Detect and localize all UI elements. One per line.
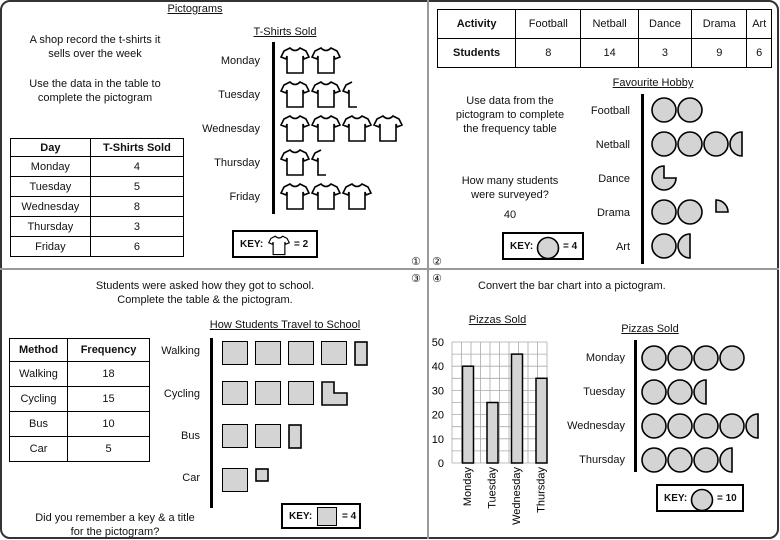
q1-intro: A shop record the t-shirts it sells over the week — [29, 34, 161, 60]
circle-icon — [676, 130, 704, 158]
circle-icon — [728, 130, 756, 158]
row-label: Bus — [181, 430, 200, 442]
square-icon — [222, 341, 248, 365]
tshirt-key — [232, 230, 318, 258]
table-cell: 3 — [638, 39, 691, 68]
activity-table — [437, 9, 772, 68]
table-cell: 4 — [90, 157, 183, 177]
pizza-key — [656, 484, 744, 512]
x-tick-label: Thursday — [535, 467, 548, 513]
key-label: KEY: — [240, 239, 264, 250]
tshirt-icon — [268, 234, 290, 256]
row-label: Drama — [596, 207, 630, 219]
y-tick-label: 40 — [431, 361, 444, 374]
row-label: Monday — [585, 352, 625, 364]
x-tick-label: Tuesday — [486, 467, 499, 509]
table-header: Students — [438, 39, 516, 68]
travel-axis — [210, 338, 213, 508]
row-label: Cycling — [163, 388, 200, 400]
table-cell: Thursday — [11, 217, 91, 237]
y-tick-label: 50 — [431, 337, 444, 349]
row-label: Art — [615, 241, 630, 253]
circle-icon — [718, 412, 746, 440]
y-tick-label: 20 — [431, 409, 444, 422]
bar — [536, 378, 547, 463]
q2-question: How many students were surveyed? — [461, 175, 559, 201]
hobby-pictogram-title: Favourite Hobby — [612, 77, 694, 89]
hobby-key — [502, 232, 584, 260]
table-cell: 6 — [90, 237, 183, 257]
square-icon — [321, 341, 347, 365]
table-cell: Art — [747, 10, 772, 39]
circle-icon — [650, 164, 678, 192]
y-tick-label: 0 — [437, 458, 444, 470]
circle-icon — [676, 96, 704, 124]
bar — [463, 366, 474, 463]
tshirt-icon — [311, 113, 341, 143]
row-label: Tuesday — [583, 386, 625, 398]
tshirt-table — [10, 138, 184, 257]
table-header: Activity — [438, 10, 516, 39]
table-cell: 10 — [68, 412, 150, 437]
table-cell: 6 — [747, 39, 772, 68]
table-header: Frequency — [68, 339, 150, 362]
quadrant-number-4: ④ — [432, 273, 442, 285]
tshirt-icon — [373, 113, 403, 143]
tshirt-icon — [342, 181, 372, 211]
table-header: T-Shirts Sold — [90, 139, 183, 157]
square-icon — [222, 468, 248, 492]
row-label: Dance — [598, 173, 630, 185]
tshirt-icon — [342, 79, 372, 109]
circle-icon — [718, 446, 746, 474]
tshirt-icon — [280, 113, 310, 143]
table-cell: 14 — [581, 39, 638, 68]
row-label: Netball — [595, 139, 630, 151]
hobby-axis — [641, 94, 644, 264]
page-title: Pictograms — [167, 3, 223, 15]
circle-icon — [718, 344, 746, 372]
tshirt-icon — [311, 45, 341, 75]
table-cell: 15 — [68, 387, 150, 412]
square-icon — [317, 507, 337, 526]
square-icon — [321, 381, 351, 409]
circle-icon — [650, 130, 678, 158]
square-icon — [255, 468, 285, 496]
q4-instruction: Convert the bar chart into a pictogram. — [478, 280, 666, 292]
tshirt-icon — [311, 147, 341, 177]
table-cell: Netball — [581, 10, 638, 39]
table-cell: Monday — [11, 157, 91, 177]
tshirt-icon — [280, 181, 310, 211]
circle-icon — [666, 412, 694, 440]
row-label: Wednesday — [202, 123, 260, 135]
key-value: = 2 — [294, 239, 309, 250]
square-icon — [255, 381, 281, 405]
x-tick-label: Wednesday — [511, 467, 523, 525]
table-cell: Bus — [10, 412, 68, 437]
square-icon — [255, 424, 281, 448]
table-header: Day — [11, 139, 91, 157]
square-icon — [354, 341, 384, 369]
table-cell: Wednesday — [11, 197, 91, 217]
circle-icon — [536, 236, 560, 260]
table-cell: Dance — [638, 10, 691, 39]
table-cell: 8 — [516, 39, 581, 68]
table-cell: 5 — [68, 437, 150, 462]
row-label: Wednesday — [567, 420, 625, 432]
circle-icon — [640, 446, 668, 474]
circle-icon — [650, 96, 678, 124]
quadrant-number-1: ① — [411, 256, 421, 268]
row-label: Friday — [229, 191, 260, 203]
tshirt-axis — [272, 42, 275, 214]
q2-answer: 40 — [503, 209, 517, 221]
table-cell: Tuesday — [11, 177, 91, 197]
table-cell: Friday — [11, 237, 91, 257]
circle-icon — [702, 198, 730, 226]
row-label: Tuesday — [218, 89, 260, 101]
key-value: = 4 — [563, 241, 578, 252]
chart-title: Pizzas Sold — [468, 314, 527, 326]
circle-icon — [692, 344, 720, 372]
bar — [487, 403, 498, 464]
circle-icon — [640, 378, 668, 406]
key-value: = 10 — [717, 493, 737, 504]
circle-icon — [666, 344, 694, 372]
tshirt-icon — [311, 181, 341, 211]
square-icon — [288, 381, 314, 405]
circle-icon — [676, 232, 704, 260]
table-cell: Drama — [692, 10, 747, 39]
q1-instruction: Use the data in the table to complete the pictogram — [29, 78, 161, 104]
table-header: Method — [10, 339, 68, 362]
tshirt-icon — [280, 79, 310, 109]
q2-instruction: Use data from the pictogram to complete the frequency table — [455, 95, 565, 135]
row-label: Car — [182, 472, 200, 484]
table-cell: Car — [10, 437, 68, 462]
row-label: Monday — [220, 55, 260, 67]
square-icon — [288, 424, 318, 452]
circle-icon — [650, 198, 678, 226]
circle-icon — [692, 412, 720, 440]
tshirt-icon — [280, 45, 310, 75]
circle-icon — [640, 344, 668, 372]
circle-icon — [702, 130, 730, 158]
circle-icon — [744, 412, 772, 440]
key-value: = 4 — [342, 511, 357, 522]
tshirt-icon — [280, 147, 310, 177]
key-label: KEY: — [664, 493, 688, 504]
table-cell: Football — [516, 10, 581, 39]
tshirt-icon — [311, 79, 341, 109]
table-cell: 18 — [68, 362, 150, 387]
q3-intro: Students were asked how they got to school. Complete the table & the pictogram. — [95, 280, 315, 306]
y-tick-label: 10 — [431, 433, 444, 446]
bar — [512, 354, 523, 463]
pizza-bar-chart — [425, 325, 555, 525]
circle-icon — [676, 198, 704, 226]
key-label: KEY: — [289, 511, 313, 522]
q3-reminder: Did you remember a key & a title for the pictogram? — [35, 512, 195, 538]
pizza-axis — [634, 340, 637, 472]
key-label: KEY: — [510, 241, 534, 252]
circle-icon — [650, 232, 678, 260]
table-cell: 3 — [90, 217, 183, 237]
travel-table — [9, 338, 150, 462]
circle-icon — [690, 488, 714, 512]
pizza-pictogram-title: Pizzas Sold — [621, 323, 679, 335]
square-icon — [222, 381, 248, 405]
table-cell: 8 — [90, 197, 183, 217]
circle-icon — [666, 378, 694, 406]
tshirt-pictogram-title: T-Shirts Sold — [253, 26, 317, 38]
row-label: Football — [590, 105, 630, 117]
quadrant-number-3: ③ — [411, 273, 421, 285]
y-tick-label: 30 — [431, 385, 444, 398]
circle-icon — [692, 446, 720, 474]
quadrant-number-2: ② — [432, 256, 442, 268]
x-tick-label: Monday — [462, 467, 474, 507]
travel-key — [281, 503, 361, 529]
table-cell: 9 — [692, 39, 747, 68]
row-label: Walking — [161, 345, 200, 357]
table-cell: 5 — [90, 177, 183, 197]
table-cell: Walking — [10, 362, 68, 387]
circle-icon — [666, 446, 694, 474]
circle-icon — [640, 412, 668, 440]
tshirt-icon — [342, 113, 372, 143]
horizontal-divider — [0, 268, 779, 270]
square-icon — [288, 341, 314, 365]
circle-icon — [692, 378, 720, 406]
square-icon — [222, 424, 248, 448]
row-label: Thursday — [214, 157, 260, 169]
table-cell: Cycling — [10, 387, 68, 412]
travel-pictogram-title: How Students Travel to School — [209, 319, 361, 331]
square-icon — [255, 341, 281, 365]
row-label: Thursday — [579, 454, 625, 466]
